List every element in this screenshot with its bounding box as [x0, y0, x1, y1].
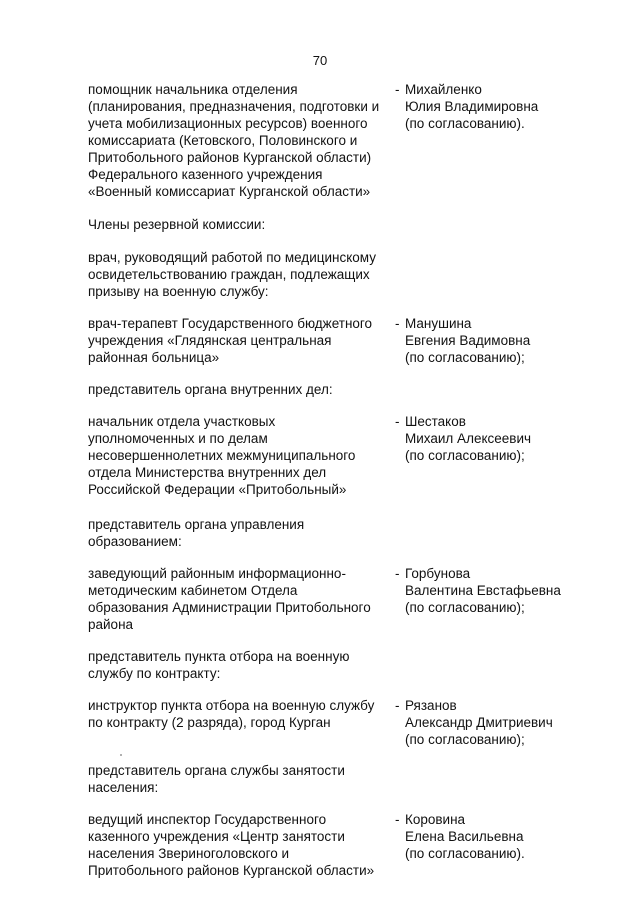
member-person [395, 315, 530, 366]
person-given-names: Юлия Владимировна [405, 99, 539, 114]
member-role [88, 697, 393, 731]
heading-line: призыву на военную службу: [88, 284, 269, 299]
member-role [88, 413, 393, 498]
role-line: ведущий инспектор Государственного [88, 812, 327, 827]
education-heading [88, 516, 393, 550]
reserve-commission-heading: Члены резервной комиссии: [88, 217, 266, 232]
member-entry-mikhailenko [88, 81, 588, 200]
role-line: «Военный комиссариат Курганской области» [88, 184, 371, 199]
role-line: инструктор пункта отбора на военную службу [88, 698, 375, 713]
role-line: Притобольного районов Курганской области» [88, 863, 375, 878]
role-line: учреждения «Глядянская центральная [88, 333, 332, 348]
heading-line: представитель органа управления [88, 517, 305, 532]
person-surname: Рязанов [405, 698, 457, 713]
heading-line: представитель пункта отбора на военную [88, 649, 350, 664]
role-line: образования Администрации Притобольного [88, 600, 371, 615]
person-agreement-note: (по согласованию); [405, 732, 525, 747]
member-person [395, 697, 553, 748]
person-given-names: Александр Дмитриевич [405, 715, 553, 730]
role-line: несовершеннолетних межмуниципального [88, 448, 356, 463]
dash: - [395, 82, 400, 97]
heading-line: представитель органа службы занятости [88, 763, 345, 778]
role-line: помощник начальника отделения [88, 82, 298, 97]
role-line: Российской Федерации «Притобольный» [88, 482, 347, 497]
person-agreement-note: (по согласованию); [405, 600, 525, 615]
role-line: методическим кабинетом Отдела [88, 583, 298, 598]
dash: - [395, 566, 400, 581]
member-person [395, 565, 561, 616]
role-line: казенного учреждения «Центр занятости [88, 829, 345, 844]
member-role [88, 315, 393, 366]
dash: - [395, 812, 400, 827]
heading-line: образованием: [88, 534, 182, 549]
role-line: Федерального казенного учреждения [88, 167, 323, 182]
heading-line: освидетельствованию граждан, подлежащих [88, 267, 370, 282]
police-heading: представитель органа внутренних дел: [88, 382, 333, 397]
dash: - [395, 414, 400, 429]
role-line: заведующий районным информационно- [88, 566, 346, 581]
person-given-names: Валентина Евстафьевна [405, 583, 561, 598]
member-role [88, 81, 393, 200]
member-entry-gorbunova [88, 565, 588, 633]
role-line: комиссариата (Кетовского, Половинского и [88, 133, 358, 148]
member-person [395, 81, 538, 132]
member-role [88, 811, 393, 879]
role-line: отдела Министерства внутренних дел [88, 465, 327, 480]
commission-list [88, 81, 588, 879]
contract-heading [88, 648, 393, 682]
person-agreement-note: (по согласованию); [405, 448, 525, 463]
role-line: уполномоченных и по делам [88, 431, 268, 446]
person-surname: Манушина [405, 316, 472, 331]
person-surname: Горбунова [405, 566, 471, 581]
role-line: учета мобилизационных ресурсов) военного [88, 116, 368, 131]
member-person [395, 413, 531, 464]
member-entry-manushina [88, 315, 588, 366]
heading-line: населения: [88, 780, 159, 795]
role-line: населения Звериноголовского и [88, 846, 290, 861]
person-surname: Шестаков [405, 414, 466, 429]
dash: - [395, 316, 400, 331]
page-number: 70 [312, 53, 328, 68]
scan-speck [120, 754, 122, 756]
doctor-heading [88, 249, 393, 300]
role-line: начальник отдела участковых [88, 414, 276, 429]
person-agreement-note: (по согласованию). [405, 116, 525, 131]
member-person [395, 811, 525, 862]
dash: - [395, 698, 400, 713]
role-line: по контракту (2 разряда), город Курган [88, 715, 331, 730]
role-line: (планирования, предназначения, подготовки и [88, 99, 380, 114]
member-entry-korovina [88, 811, 588, 879]
person-surname: Михайленко [405, 82, 482, 97]
person-given-names: Михаил Алексеевич [405, 431, 532, 446]
role-line: врач-терапевт Государственного бюджетного [88, 316, 373, 331]
person-given-names: Евгения Вадимовна [405, 333, 531, 348]
member-entry-ryazanov [88, 697, 588, 748]
person-surname: Коровина [405, 812, 466, 827]
employment-heading [88, 762, 393, 796]
heading-line: врач, руководящий работой по медицинскому [88, 250, 376, 265]
member-entry-shestakov [88, 413, 588, 498]
person-agreement-note: (по согласованию); [405, 350, 525, 365]
role-line: района [88, 617, 134, 632]
person-given-names: Елена Васильевна [405, 829, 524, 844]
heading-line: службу по контракту: [88, 666, 221, 681]
person-agreement-note: (по согласованию). [405, 846, 525, 861]
role-line: Притобольного районов Курганской области) [88, 150, 372, 165]
role-line: районная больница» [88, 350, 220, 365]
member-role [88, 565, 393, 633]
